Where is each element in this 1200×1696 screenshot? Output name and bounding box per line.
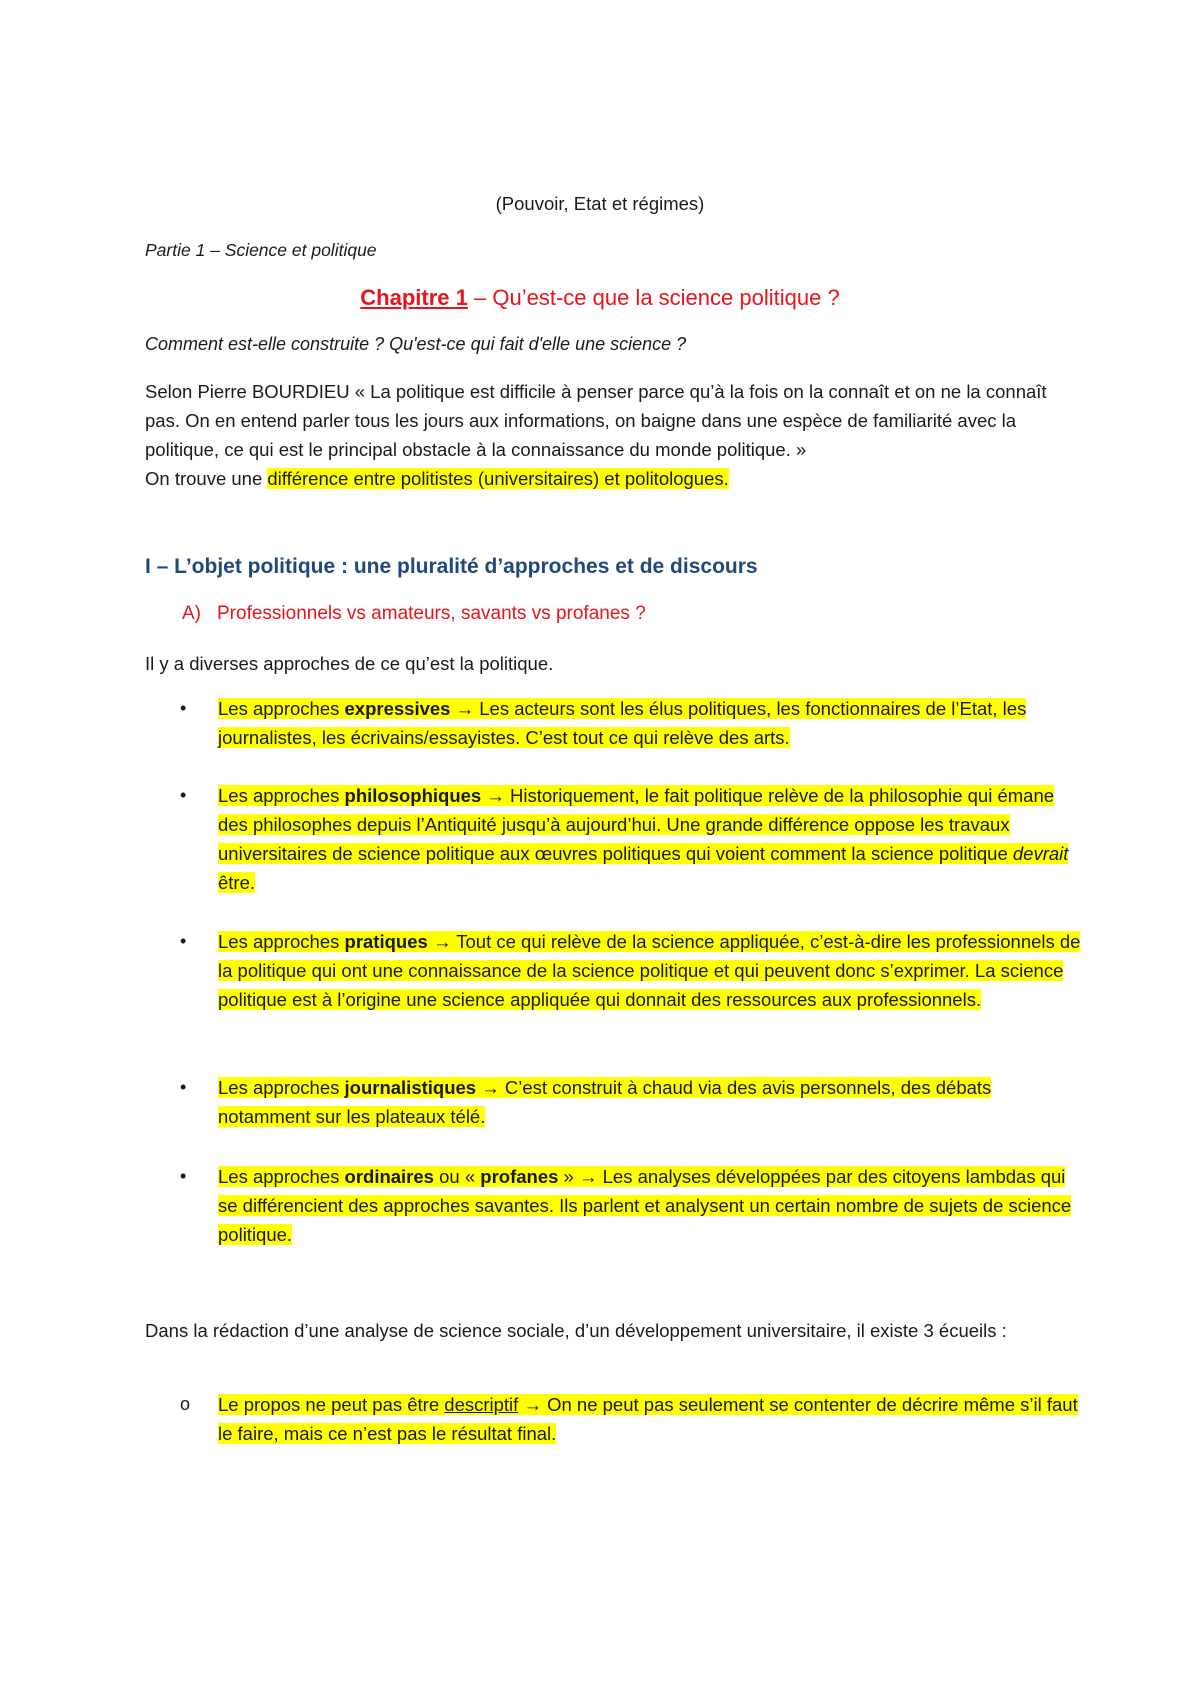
ecueils-intro: Dans la rédaction d’une analyse de science sociale, d’un développement universitaire, il existe 3 écueils : xyxy=(145,1320,1007,1341)
emphasis: devrait xyxy=(1012,843,1069,864)
list-item: o Le propos ne peut pas être descriptif → On ne peut pas seulement se contenter de décrire même s’il faut le faire, mais ce n’est pas le résultat final. xyxy=(145,1390,1085,1448)
approach-key: profanes xyxy=(480,1166,559,1187)
document-subtitle: (Pouvoir, Etat et régimes) xyxy=(495,193,705,214)
list-item: • Les approches pratiques → Tout ce qui relève de la science appliquée, c’est-à-dire les professionnels de la politique qui ont une connaissance de la science politique et qui peuvent donc s’exprimer. La science politique est à l’origine une science appliquée qui donnait des ressources aux professionnels. xyxy=(145,927,1085,1014)
arrow-right-icon: → xyxy=(455,698,475,719)
bullet-icon: • xyxy=(180,931,187,951)
chapter-question: Comment est-elle construite ? Qu'est-ce qui fait d'elle une science ? xyxy=(145,334,687,354)
bullet-icon: • xyxy=(180,1077,187,1097)
subsection-letter: A) xyxy=(182,603,201,624)
approaches-intro: Il y a diverses approches de ce qu’est la politique. xyxy=(145,653,554,674)
list-item: • Les approches journalistiques → C’est construit à chaud via des avis personnels, des débats notamment sur les plateaux télé. xyxy=(145,1073,1085,1131)
list-item: • Les approches philosophiques → Historiquement, le fait politique relève de la philosophie qui émane des philosophes depuis l’Antiquité jusqu’à aujourd’hui. Une grande différence oppose les travaux universitaires de science politique aux œuvres politiques qui voient comment la science politique devrait être. xyxy=(145,781,1085,897)
approach-key: journalistiques xyxy=(344,1077,477,1098)
arrow-right-icon: → xyxy=(523,1394,542,1415)
bullet-icon: • xyxy=(180,785,187,805)
chapter-title: Qu’est-ce que la science politique ? xyxy=(492,285,840,310)
approach-key: expressives xyxy=(344,698,451,719)
intro-line2-prefix: On trouve une xyxy=(145,468,268,489)
section-heading: I – L’objet politique : une pluralité d’approches et de discours xyxy=(145,555,758,578)
chapter-dash: – xyxy=(467,285,493,310)
arrow-right-icon: → xyxy=(486,785,505,806)
chapter-heading xyxy=(0,285,1200,311)
intro-paragraph xyxy=(145,377,1075,493)
subsection-title: Professionnels vs amateurs, savants vs profanes ? xyxy=(217,603,646,624)
list-item: • Les approches ordinaires ou « profanes » → Les analyses développées par des citoyens lambdas qui se différencient des approches savantes. Ils parlent et analysent un certain nombre de sujets de science politique. xyxy=(145,1162,1085,1249)
arrow-right-icon: → xyxy=(578,1166,598,1187)
arrow-right-icon: → xyxy=(432,931,452,952)
intro-line2-highlight: différence entre politistes (universitaires) et politologues. xyxy=(267,468,729,489)
approach-key: ordinaires xyxy=(344,1166,434,1187)
bullet-icon: • xyxy=(180,1166,187,1186)
approach-key: pratiques xyxy=(344,931,428,952)
approach-key: philosophiques xyxy=(344,785,482,806)
circle-bullet-icon: o xyxy=(180,1394,191,1414)
subsection-heading xyxy=(182,603,646,625)
bullet-icon: • xyxy=(180,698,187,718)
part-heading: Partie 1 – Science et politique xyxy=(145,240,377,260)
ecueil-key: descriptif xyxy=(444,1394,519,1415)
list-item: • Les approches expressives → Les acteurs sont les élus politiques, les fonctionnaires de l’Etat, les journalistes, les écrivains/essayistes. C’est tout ce qui relève des arts. xyxy=(145,694,1085,752)
bourdieu-quote: Selon Pierre BOURDIEU « La politique est difficile à penser parce qu’à la fois on la connaît et on ne la connaît pas. On en entend parler tous les jours aux informations, on baigne dans une espèce de familiarité avec la politique, ce qui est le principal obstacle à la connaissance du monde politique. » xyxy=(145,381,1047,460)
chapter-number: Chapitre 1 xyxy=(360,285,468,310)
arrow-right-icon: → xyxy=(481,1077,500,1098)
